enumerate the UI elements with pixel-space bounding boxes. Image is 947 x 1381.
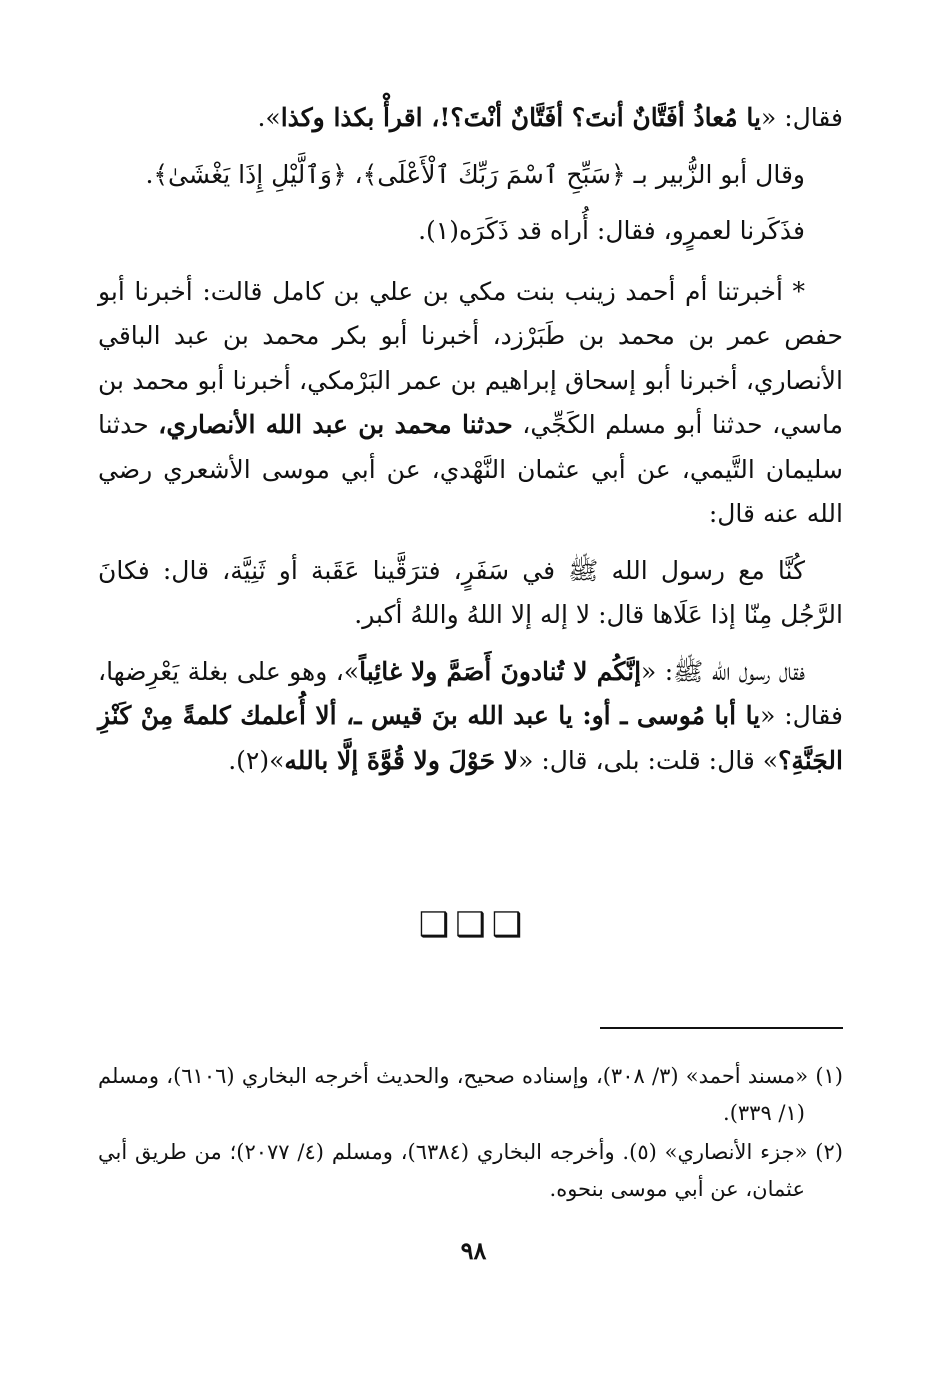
page-number: ٩٨ [460,1236,487,1265]
text-run: »(٢). [228,745,285,775]
section-separator: ❑❑❑ [418,905,529,945]
bold-text: لا حَوْلَ ولا قُوَّةَ إلَّا بالله [284,745,519,775]
footnote-2: (٢) «جزء الأنصاري» (٥). وأخرجه البخاري (٦٣٨٤)، ومسلم (٤/ ٢٠٧٧)؛ من طريق أبي عثمان، عن أبي موسى بنحوه. [98,1140,843,1201]
text-run: حدثنا سليمان التَّيمي، عن أبي عثمان النَّهْدي، عن أبي موسى الأشعري رضي الله عنه قال: [98,410,843,528]
main-text [98,96,843,783]
paragraph-5 [98,549,843,638]
bold-text: حدثنا محمد بن عبد الله الأنصاري، [158,410,513,439]
bold-text: يا أبا مُوسى ـ أو: يا عبد الله بنَ قيس ـ، ألا أُعلمك كلمةً مِنْ كَنْزِ الجَنَّةِ؟ [98,701,843,775]
paragraph-6 [98,650,843,784]
text-run: وقال أبو الزُّبير بـ ﴿سَبِّحِ ٱسْمَ رَبِّكَ ٱلْأَعْلَى﴾، ﴿وَٱلَّيْلِ إِذَا يَغْشَىٰ﴾. [145,159,805,189]
text-run: فذَكَرنا لعمرٍو، فقال: أُراه قد ذَكَرَه(١). [418,216,805,245]
text-run: »، وهو على بغلة يَعْرِضها، فقال: « [98,656,843,730]
footnote-1: (١) «مسند أحمد» (٣/ ٣٠٨)، وإسناده صحيح، والحديث أخرجه البخاري (٦١٠٦)، ومسلم (١/ ٣٣٩). [98,1064,843,1125]
paragraph-4 [98,270,843,537]
paragraph-3 [98,209,843,254]
text-run: فقال رسول الله ﷺ: « [641,656,805,686]
text-run: ». [257,103,281,132]
bold-text: إنَّكُم لا تُنادونَ أَصَمَّ ولا غائِباً [359,656,642,686]
text-run: * أخبرتنا أم أحمد زينب بنت مكي بن علي بن كامل قالت: أخبرنا أبو حفص عمر بن محمد بن طَبَرْزد، أخبرنا أبو بكر محمد بن عبد الباقي الأنصاري، أخبرنا أبو إسحاق إبراهيم بن عمر البَرْمكي، أخبرنا أبو محمد بن ماسي، حدثنا أبو مسلم الكَجِّي، [98,276,843,439]
text-run: فقال: « [760,103,843,132]
footnotes [98,1058,843,1208]
paragraph-2 [98,153,843,198]
footnote-rule [600,1027,843,1029]
bold-text: يا مُعاذُ أفَتَّانٌ أنتَ؟ أفَتَّانٌ أنْتَ؟!، اقرأْ بكذا وكذا [280,103,761,132]
paragraph-1 [98,96,843,141]
text-run: » قال: قلت: بلى، قال: « [518,745,779,775]
text-run: كُنَّا مع رسول الله ﷺ في سَفَرٍ، فترَقَّينا عَقَبة أو ثَنِيَّة، قال: فكانَ الرَّجُل مِنّا إذا عَلَاها قال: لا إله إلا اللهُ واللهُ أكبر. [98,555,843,629]
